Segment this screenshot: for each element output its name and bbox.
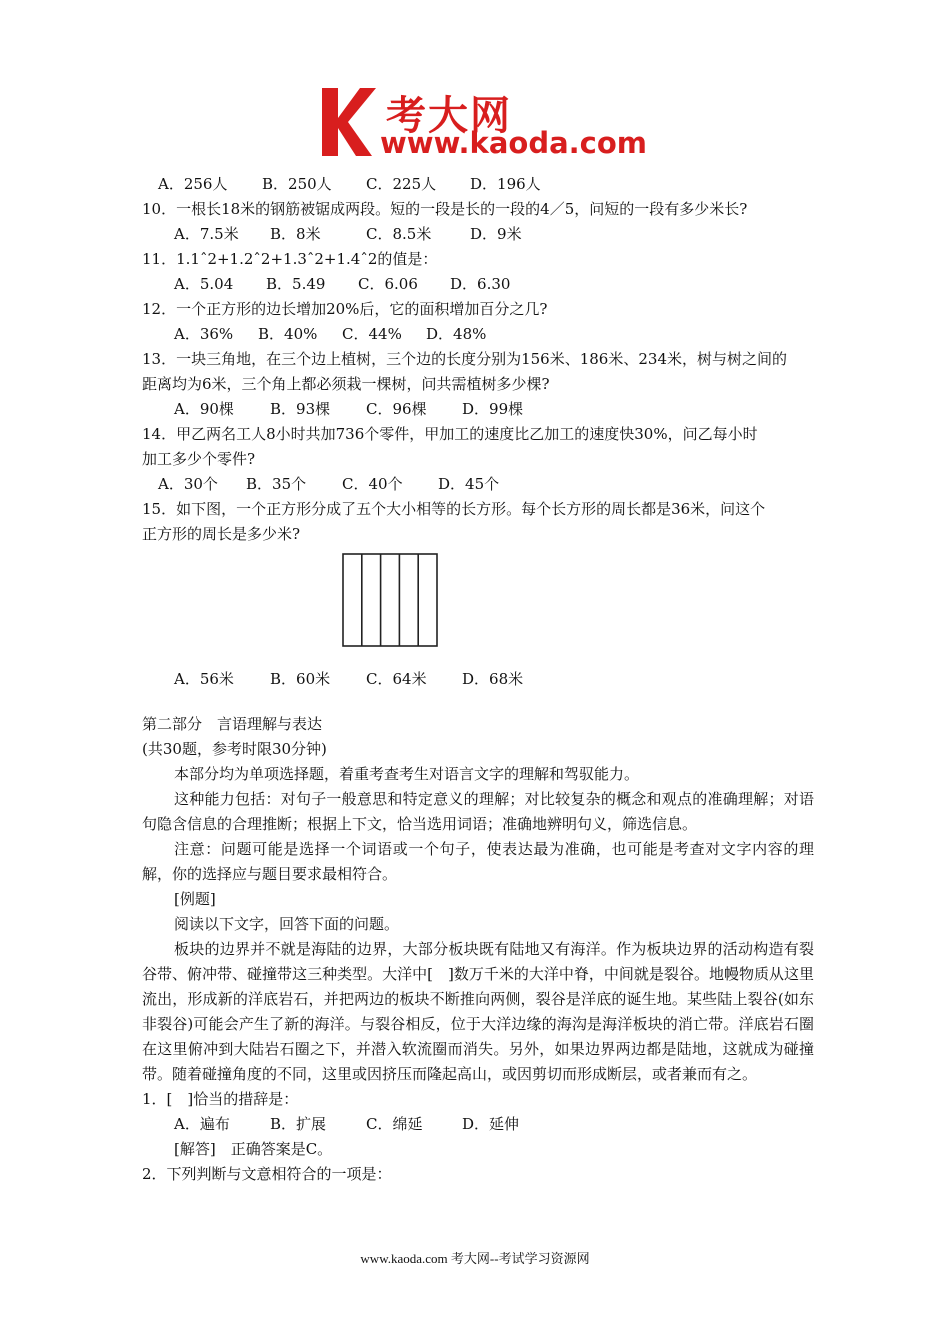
option: A．遍布 xyxy=(174,1115,230,1133)
option: D．68米 xyxy=(462,670,524,688)
option: D．48% xyxy=(426,325,487,343)
square-divided-diagram xyxy=(342,553,440,649)
option: C．225人 xyxy=(366,175,437,193)
option: A．90棵 xyxy=(174,400,234,418)
example-answer: [解答] 正确答案是C。 xyxy=(174,1140,333,1158)
part2-intro-2: 这种能力包括：对句子一般意思和特定意义的理解；对比较复杂的概念和观点的准确理解；对语句隐含信息的合理推断；根据上下文，恰当选用词语；准确地辨明句义，筛选信息。 xyxy=(142,790,814,833)
option: A．256人 xyxy=(158,175,228,193)
q15-square-figure xyxy=(142,547,814,667)
option: B．40% xyxy=(258,325,318,343)
option: D．99棵 xyxy=(462,400,524,418)
option: A．5.04 xyxy=(174,275,234,293)
page-footer: www.kaoda.com 考大网--考试学习资源网 xyxy=(360,1251,590,1266)
option: B．93棵 xyxy=(270,400,331,418)
logo-url: www.kaoda.com xyxy=(380,126,647,160)
logo-k-mark xyxy=(318,82,378,162)
option: C．96棵 xyxy=(366,400,427,418)
q10-options xyxy=(142,222,814,247)
example-q1-stem: 1．[ ]恰当的措辞是： xyxy=(142,1090,299,1108)
part2-title: 第二部分 言语理解与表达 xyxy=(142,715,323,733)
q11-options xyxy=(142,272,814,297)
option: D．45个 xyxy=(438,475,500,493)
part2-subtitle: (共30题，参考时限30分钟) xyxy=(142,740,327,758)
option: C．8.5米 xyxy=(366,225,432,243)
q10-stem: 10．一根长18米的钢筋被锯成两段。短的一段是长的一段的4／5，问短的一段有多少米长? xyxy=(142,200,748,218)
logo-title: 考大网 xyxy=(386,93,512,139)
q14-options xyxy=(142,472,814,497)
q15-options xyxy=(142,667,814,692)
part2-intro-1: 本部分均为单项选择题，着重考查考生对语言文字的理解和驾驭能力。 xyxy=(174,765,640,783)
option: D．延伸 xyxy=(462,1115,520,1133)
q14-stem-line1: 14．甲乙两名工人8小时共加736个零件，甲加工的速度比乙加工的速度快30%，问乙每小时 xyxy=(142,425,758,443)
q12-options xyxy=(142,322,814,347)
option: C．绵延 xyxy=(366,1115,423,1133)
example-label: [例题] xyxy=(174,890,216,908)
option: B．35个 xyxy=(246,475,307,493)
kaoda-logo xyxy=(318,82,648,162)
q12-stem: 12．一个正方形的边长增加20%后，它的面积增加百分之几? xyxy=(142,300,548,318)
option: C．44% xyxy=(342,325,402,343)
option: B．5.49 xyxy=(266,275,326,293)
q15-stem-line2: 正方形的周长是多少米? xyxy=(142,525,301,543)
option: D．196人 xyxy=(470,175,541,193)
option: B．扩展 xyxy=(270,1115,327,1133)
option: D．9米 xyxy=(470,225,522,243)
option: A．36% xyxy=(174,325,234,343)
q14-stem-line2: 加工多少个零件? xyxy=(142,450,256,468)
q13-options xyxy=(142,397,814,422)
option: C．6.06 xyxy=(358,275,418,293)
q9-options xyxy=(142,172,814,197)
document-body xyxy=(142,172,814,1187)
option: A．56米 xyxy=(174,670,234,688)
option: B．60米 xyxy=(270,670,331,688)
option: D．6.30 xyxy=(450,275,511,293)
example-q1-options xyxy=(142,1112,814,1137)
option: B．250人 xyxy=(262,175,332,193)
q15-stem-line1: 15．如下图，一个正方形分成了五个大小相等的长方形。每个长方形的周长都是36米，问这个 xyxy=(142,500,766,518)
option: A．30个 xyxy=(158,475,218,493)
q13-stem-line2: 距离均为6米，三个角上都必须栽一棵树，问共需植树多少棵? xyxy=(142,375,550,393)
option: A．7.5米 xyxy=(174,225,239,243)
example-q2-stem: 2．下列判断与文意相符合的一项是： xyxy=(142,1165,392,1183)
q13-stem-line1: 13．一块三角地，在三个边上植树，三个边的长度分别为156米、186米、234米，树与树之间的 xyxy=(142,350,787,368)
part2-intro-3: 注意：问题可能是选择一个词语或一个句子，使表达最为准确，也可能是考查对文字内容的理解，你的选择应与题目要求最相符合。 xyxy=(142,840,814,883)
example-passage: 板块的边界并不就是海陆的边界，大部分板块既有陆地又有海洋。作为板块边界的活动构造有裂谷带、俯冲带、碰撞带这三种类型。大洋中[ ]数万千米的大洋中脊，中间就是裂谷。地幔物质从这里流出，形成新的洋底岩石，并把两边的板块不断推向两侧，裂谷是洋底的诞生地。某些陆上裂谷(如东非裂谷)可能会产生了新的海洋。与裂谷相反，位于大洋边缘的海沟是海洋板块的消亡带。洋底岩石圈在这里俯冲到大陆岩石圈之下，并潜入软流圈而消失。另外，如果边界两边都是陆地，这就成为碰撞带。随着碰撞角度的不同，这里或因挤压而隆起高山，或因剪切而形成断层，或者兼而有之。 xyxy=(142,940,814,1083)
option: C．40个 xyxy=(342,475,403,493)
option: C．64米 xyxy=(366,670,427,688)
q11-stem: 11．1.1ˆ2+1.2ˆ2+1.3ˆ2+1.4ˆ2的值是： xyxy=(142,250,438,268)
example-instruction: 阅读以下文字，回答下面的问题。 xyxy=(174,915,400,933)
option: B．8米 xyxy=(270,225,321,243)
